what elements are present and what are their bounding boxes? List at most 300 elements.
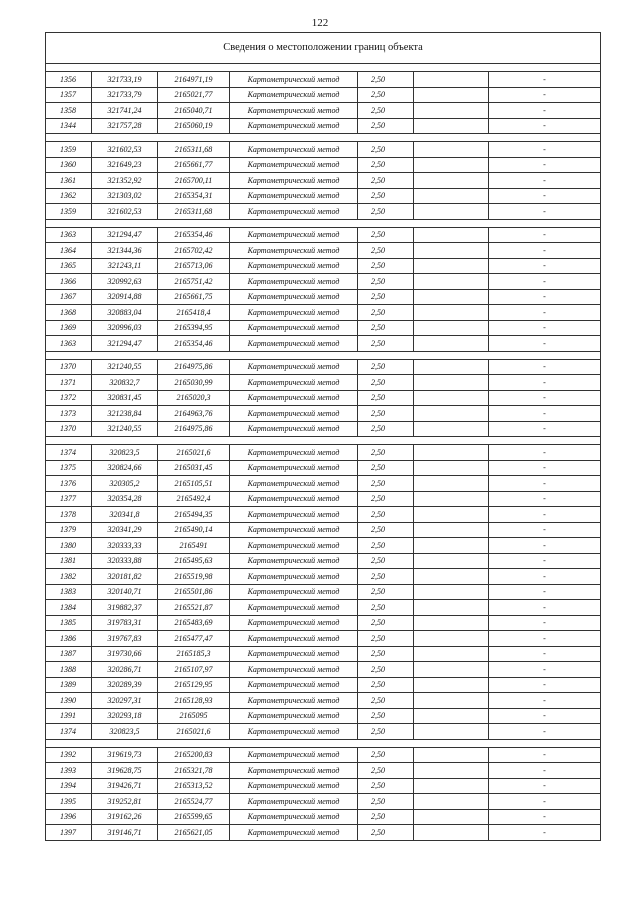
method-cell: Картометрический метод [230, 794, 358, 810]
empty-cell [414, 421, 489, 437]
point-number-cell: 1389 [46, 677, 92, 693]
accuracy-cell: 2,50 [358, 600, 414, 616]
group-separator-row [46, 134, 601, 142]
empty-cell [414, 522, 489, 538]
group-separator-row [46, 351, 601, 359]
x-coordinate-cell: 321344,36 [92, 243, 158, 259]
group-separator-row [46, 739, 601, 747]
y-coordinate-cell: 2165321,78 [158, 763, 230, 779]
x-coordinate-cell: 319628,75 [92, 763, 158, 779]
empty-cell [414, 103, 489, 119]
y-coordinate-cell: 2164975,86 [158, 421, 230, 437]
x-coordinate-cell: 319162,26 [92, 809, 158, 825]
method-cell: Картометрический метод [230, 305, 358, 321]
method-cell: Картометрический метод [230, 188, 358, 204]
point-number-cell: 1394 [46, 778, 92, 794]
table-row [46, 173, 601, 189]
method-cell: Картометрический метод [230, 258, 358, 274]
accuracy-cell: 2,50 [358, 390, 414, 406]
accuracy-cell: 2,50 [358, 693, 414, 709]
point-number-cell: 1344 [46, 118, 92, 134]
empty-cell [414, 693, 489, 709]
y-coordinate-cell: 2165129,95 [158, 677, 230, 693]
y-coordinate-cell: 2165477,47 [158, 631, 230, 647]
x-coordinate-cell: 319730,66 [92, 646, 158, 662]
accuracy-cell: 2,50 [358, 188, 414, 204]
description-cell: - [489, 173, 601, 189]
method-cell: Картометрический метод [230, 809, 358, 825]
method-cell: Картометрический метод [230, 747, 358, 763]
table-row [46, 445, 601, 461]
description-cell: - [489, 778, 601, 794]
x-coordinate-cell: 320823,5 [92, 724, 158, 740]
group-separator-cell [46, 437, 601, 445]
table-row [46, 615, 601, 631]
empty-cell [414, 204, 489, 220]
method-cell: Картометрический метод [230, 677, 358, 693]
x-coordinate-cell: 321243,11 [92, 258, 158, 274]
y-coordinate-cell: 2165313,52 [158, 778, 230, 794]
empty-cell [414, 460, 489, 476]
x-coordinate-cell: 320293,18 [92, 708, 158, 724]
method-cell: Картометрический метод [230, 522, 358, 538]
accuracy-cell: 2,50 [358, 173, 414, 189]
point-number-cell: 1377 [46, 491, 92, 507]
x-coordinate-cell: 319619,73 [92, 747, 158, 763]
description-cell: - [489, 522, 601, 538]
description-cell: - [489, 763, 601, 779]
y-coordinate-cell: 2164971,19 [158, 72, 230, 88]
table-row [46, 569, 601, 585]
accuracy-cell: 2,50 [358, 646, 414, 662]
empty-cell [414, 763, 489, 779]
description-cell: - [489, 538, 601, 554]
x-coordinate-cell: 321649,23 [92, 157, 158, 173]
y-coordinate-cell: 2165394,95 [158, 320, 230, 336]
table-row [46, 375, 601, 391]
y-coordinate-cell: 2165128,93 [158, 693, 230, 709]
y-coordinate-cell: 2165495,63 [158, 553, 230, 569]
empty-cell [414, 390, 489, 406]
x-coordinate-cell: 320914,88 [92, 289, 158, 305]
y-coordinate-cell: 2164963,76 [158, 406, 230, 422]
empty-cell [414, 445, 489, 461]
table-row [46, 538, 601, 554]
table-row [46, 646, 601, 662]
x-coordinate-cell: 321238,84 [92, 406, 158, 422]
empty-cell [414, 227, 489, 243]
x-coordinate-cell: 320297,31 [92, 693, 158, 709]
y-coordinate-cell: 2165491 [158, 538, 230, 554]
method-cell: Картометрический метод [230, 569, 358, 585]
x-coordinate-cell: 320333,33 [92, 538, 158, 554]
x-coordinate-cell: 320823,5 [92, 445, 158, 461]
accuracy-cell: 2,50 [358, 724, 414, 740]
y-coordinate-cell: 2165492,4 [158, 491, 230, 507]
accuracy-cell: 2,50 [358, 375, 414, 391]
accuracy-cell: 2,50 [358, 615, 414, 631]
method-cell: Картометрический метод [230, 406, 358, 422]
method-cell: Картометрический метод [230, 763, 358, 779]
boundary-table [45, 32, 601, 841]
description-cell: - [489, 375, 601, 391]
accuracy-cell: 2,50 [358, 204, 414, 220]
y-coordinate-cell: 2165060,19 [158, 118, 230, 134]
accuracy-cell: 2,50 [358, 274, 414, 290]
table-row [46, 631, 601, 647]
accuracy-cell: 2,50 [358, 677, 414, 693]
description-cell: - [489, 243, 601, 259]
empty-cell [414, 708, 489, 724]
method-cell: Картометрический метод [230, 274, 358, 290]
empty-cell [414, 118, 489, 134]
method-cell: Картометрический метод [230, 445, 358, 461]
accuracy-cell: 2,50 [358, 305, 414, 321]
empty-cell [414, 173, 489, 189]
accuracy-cell: 2,50 [358, 809, 414, 825]
y-coordinate-cell: 2165621,05 [158, 825, 230, 841]
point-number-cell: 1381 [46, 553, 92, 569]
point-number-cell: 1368 [46, 305, 92, 321]
table-row [46, 724, 601, 740]
method-cell: Картометрический метод [230, 87, 358, 103]
x-coordinate-cell: 320354,28 [92, 491, 158, 507]
table-row [46, 507, 601, 523]
y-coordinate-cell: 2165751,42 [158, 274, 230, 290]
description-cell: - [489, 747, 601, 763]
y-coordinate-cell: 2165702,42 [158, 243, 230, 259]
empty-cell [414, 336, 489, 352]
table-row [46, 142, 601, 158]
point-number-cell: 1356 [46, 72, 92, 88]
point-number-cell: 1387 [46, 646, 92, 662]
method-cell: Картометрический метод [230, 708, 358, 724]
accuracy-cell: 2,50 [358, 359, 414, 375]
x-coordinate-cell: 321602,53 [92, 142, 158, 158]
y-coordinate-cell: 2165599,65 [158, 809, 230, 825]
table-row [46, 460, 601, 476]
point-number-cell: 1363 [46, 336, 92, 352]
accuracy-cell: 2,50 [358, 406, 414, 422]
description-cell: - [489, 421, 601, 437]
empty-cell [414, 553, 489, 569]
description-cell: - [489, 476, 601, 492]
empty-cell [414, 491, 489, 507]
accuracy-cell: 2,50 [358, 662, 414, 678]
x-coordinate-cell: 321602,53 [92, 204, 158, 220]
description-cell: - [489, 631, 601, 647]
empty-cell [414, 662, 489, 678]
table-row [46, 289, 601, 305]
point-number-cell: 1358 [46, 103, 92, 119]
page-number: 122 [311, 17, 329, 29]
accuracy-cell: 2,50 [358, 476, 414, 492]
empty-cell [414, 600, 489, 616]
table-row [46, 227, 601, 243]
accuracy-cell: 2,50 [358, 72, 414, 88]
accuracy-cell: 2,50 [358, 631, 414, 647]
table-row [46, 274, 601, 290]
y-coordinate-cell: 2165040,71 [158, 103, 230, 119]
group-separator-row [46, 219, 601, 227]
description-cell: - [489, 646, 601, 662]
table-row [46, 825, 601, 841]
description-cell: - [489, 507, 601, 523]
x-coordinate-cell: 319783,31 [92, 615, 158, 631]
x-coordinate-cell: 320286,71 [92, 662, 158, 678]
description-cell: - [489, 118, 601, 134]
y-coordinate-cell: 2165490,14 [158, 522, 230, 538]
description-cell: - [489, 693, 601, 709]
y-coordinate-cell: 2165095 [158, 708, 230, 724]
method-cell: Картометрический метод [230, 243, 358, 259]
description-cell: - [489, 584, 601, 600]
point-number-cell: 1376 [46, 476, 92, 492]
point-number-cell: 1391 [46, 708, 92, 724]
x-coordinate-cell: 320341,8 [92, 507, 158, 523]
accuracy-cell: 2,50 [358, 157, 414, 173]
y-coordinate-cell: 2165494,35 [158, 507, 230, 523]
table-row [46, 553, 601, 569]
empty-cell [414, 724, 489, 740]
group-separator-cell [46, 219, 601, 227]
accuracy-cell: 2,50 [358, 87, 414, 103]
point-number-cell: 1396 [46, 809, 92, 825]
point-number-cell: 1375 [46, 460, 92, 476]
y-coordinate-cell: 2165521,87 [158, 600, 230, 616]
description-cell: - [489, 305, 601, 321]
point-number-cell: 1361 [46, 173, 92, 189]
y-coordinate-cell: 2165105,51 [158, 476, 230, 492]
empty-cell [414, 305, 489, 321]
point-number-cell: 1380 [46, 538, 92, 554]
point-number-cell: 1388 [46, 662, 92, 678]
accuracy-cell: 2,50 [358, 522, 414, 538]
x-coordinate-cell: 321757,28 [92, 118, 158, 134]
table-row [46, 421, 601, 437]
point-number-cell: 1359 [46, 142, 92, 158]
method-cell: Картометрический метод [230, 778, 358, 794]
method-cell: Картометрический метод [230, 142, 358, 158]
description-cell: - [489, 103, 601, 119]
y-coordinate-cell: 2165524,77 [158, 794, 230, 810]
method-cell: Картометрический метод [230, 375, 358, 391]
y-coordinate-cell: 2165661,77 [158, 157, 230, 173]
accuracy-cell: 2,50 [358, 243, 414, 259]
accuracy-cell: 2,50 [358, 553, 414, 569]
empty-cell [414, 359, 489, 375]
table-row [46, 794, 601, 810]
table-row [46, 763, 601, 779]
group-separator-row [46, 437, 601, 445]
description-cell: - [489, 227, 601, 243]
accuracy-cell: 2,50 [358, 584, 414, 600]
method-cell: Картометрический метод [230, 72, 358, 88]
x-coordinate-cell: 321240,55 [92, 359, 158, 375]
point-number-cell: 1384 [46, 600, 92, 616]
empty-cell [414, 243, 489, 259]
x-coordinate-cell: 320333,88 [92, 553, 158, 569]
description-cell: - [489, 491, 601, 507]
accuracy-cell: 2,50 [358, 825, 414, 841]
accuracy-cell: 2,50 [358, 289, 414, 305]
table-row [46, 677, 601, 693]
point-number-cell: 1366 [46, 274, 92, 290]
point-number-cell: 1372 [46, 390, 92, 406]
table-title: Сведения о местоположении границ объекта [46, 33, 601, 64]
y-coordinate-cell: 2165311,68 [158, 204, 230, 220]
x-coordinate-cell: 320140,71 [92, 584, 158, 600]
description-cell: - [489, 708, 601, 724]
table-row [46, 708, 601, 724]
point-number-cell: 1365 [46, 258, 92, 274]
method-cell: Картометрический метод [230, 600, 358, 616]
description-cell: - [489, 825, 601, 841]
description-cell: - [489, 662, 601, 678]
x-coordinate-cell: 321352,92 [92, 173, 158, 189]
point-number-cell: 1369 [46, 320, 92, 336]
accuracy-cell: 2,50 [358, 421, 414, 437]
accuracy-cell: 2,50 [358, 227, 414, 243]
y-coordinate-cell: 2165354,46 [158, 336, 230, 352]
point-number-cell: 1370 [46, 421, 92, 437]
empty-cell [414, 476, 489, 492]
empty-cell [414, 677, 489, 693]
y-coordinate-cell: 2165418,4 [158, 305, 230, 321]
point-number-cell: 1390 [46, 693, 92, 709]
method-cell: Картометрический метод [230, 421, 358, 437]
accuracy-cell: 2,50 [358, 142, 414, 158]
accuracy-cell: 2,50 [358, 491, 414, 507]
table-row [46, 188, 601, 204]
x-coordinate-cell: 320341,29 [92, 522, 158, 538]
point-number-cell: 1379 [46, 522, 92, 538]
empty-cell [414, 631, 489, 647]
empty-cell [414, 375, 489, 391]
method-cell: Картометрический метод [230, 646, 358, 662]
table-row [46, 476, 601, 492]
empty-cell [414, 825, 489, 841]
table-row [46, 87, 601, 103]
empty-cell [414, 809, 489, 825]
empty-cell [414, 289, 489, 305]
method-cell: Картометрический метод [230, 227, 358, 243]
description-cell: - [489, 274, 601, 290]
description-cell: - [489, 460, 601, 476]
empty-cell [414, 320, 489, 336]
table-row [46, 809, 601, 825]
group-separator-cell [46, 739, 601, 747]
empty-cell [414, 72, 489, 88]
description-cell: - [489, 390, 601, 406]
description-cell: - [489, 320, 601, 336]
y-coordinate-cell: 2165021,6 [158, 724, 230, 740]
accuracy-cell: 2,50 [358, 460, 414, 476]
point-number-cell: 1386 [46, 631, 92, 647]
method-cell: Картометрический метод [230, 693, 358, 709]
method-cell: Картометрический метод [230, 289, 358, 305]
method-cell: Картометрический метод [230, 507, 358, 523]
method-cell: Картометрический метод [230, 390, 358, 406]
table-row [46, 157, 601, 173]
y-coordinate-cell: 2165020,3 [158, 390, 230, 406]
method-cell: Картометрический метод [230, 476, 358, 492]
empty-cell [414, 569, 489, 585]
accuracy-cell: 2,50 [358, 538, 414, 554]
x-coordinate-cell: 321303,02 [92, 188, 158, 204]
empty-cell [414, 274, 489, 290]
point-number-cell: 1385 [46, 615, 92, 631]
x-coordinate-cell: 319426,71 [92, 778, 158, 794]
method-cell: Картометрический метод [230, 584, 358, 600]
point-number-cell: 1373 [46, 406, 92, 422]
point-number-cell: 1392 [46, 747, 92, 763]
description-cell: - [489, 204, 601, 220]
x-coordinate-cell: 319767,83 [92, 631, 158, 647]
description-cell: - [489, 724, 601, 740]
y-coordinate-cell: 2165483,69 [158, 615, 230, 631]
x-coordinate-cell: 319882,37 [92, 600, 158, 616]
description-cell: - [489, 359, 601, 375]
table-row [46, 320, 601, 336]
method-cell: Картометрический метод [230, 336, 358, 352]
description-cell: - [489, 553, 601, 569]
empty-cell [414, 406, 489, 422]
method-cell: Картометрический метод [230, 538, 358, 554]
empty-cell [414, 142, 489, 158]
method-cell: Картометрический метод [230, 204, 358, 220]
method-cell: Картометрический метод [230, 359, 358, 375]
y-coordinate-cell: 2165021,77 [158, 87, 230, 103]
point-number-cell: 1395 [46, 794, 92, 810]
y-coordinate-cell: 2165519,98 [158, 569, 230, 585]
accuracy-cell: 2,50 [358, 118, 414, 134]
table-row [46, 336, 601, 352]
empty-cell [414, 507, 489, 523]
empty-cell [414, 258, 489, 274]
description-cell: - [489, 794, 601, 810]
y-coordinate-cell: 2165354,46 [158, 227, 230, 243]
x-coordinate-cell: 320824,66 [92, 460, 158, 476]
empty-cell [414, 188, 489, 204]
point-number-cell: 1371 [46, 375, 92, 391]
group-separator-cell [46, 351, 601, 359]
table-row [46, 747, 601, 763]
table-row [46, 359, 601, 375]
table-row [46, 305, 601, 321]
y-coordinate-cell: 2165031,45 [158, 460, 230, 476]
description-cell: - [489, 157, 601, 173]
method-cell: Картометрический метод [230, 662, 358, 678]
accuracy-cell: 2,50 [358, 336, 414, 352]
x-coordinate-cell: 320996,03 [92, 320, 158, 336]
method-cell: Картометрический метод [230, 615, 358, 631]
empty-cell [414, 615, 489, 631]
x-coordinate-cell: 321733,19 [92, 72, 158, 88]
point-number-cell: 1363 [46, 227, 92, 243]
empty-cell [414, 794, 489, 810]
point-number-cell: 1397 [46, 825, 92, 841]
table-row [46, 243, 601, 259]
x-coordinate-cell: 321240,55 [92, 421, 158, 437]
y-coordinate-cell: 2165107,97 [158, 662, 230, 678]
point-number-cell: 1383 [46, 584, 92, 600]
method-cell: Картометрический метод [230, 320, 358, 336]
description-cell: - [489, 72, 601, 88]
empty-cell [414, 584, 489, 600]
table-row [46, 72, 601, 88]
empty-cell [414, 778, 489, 794]
